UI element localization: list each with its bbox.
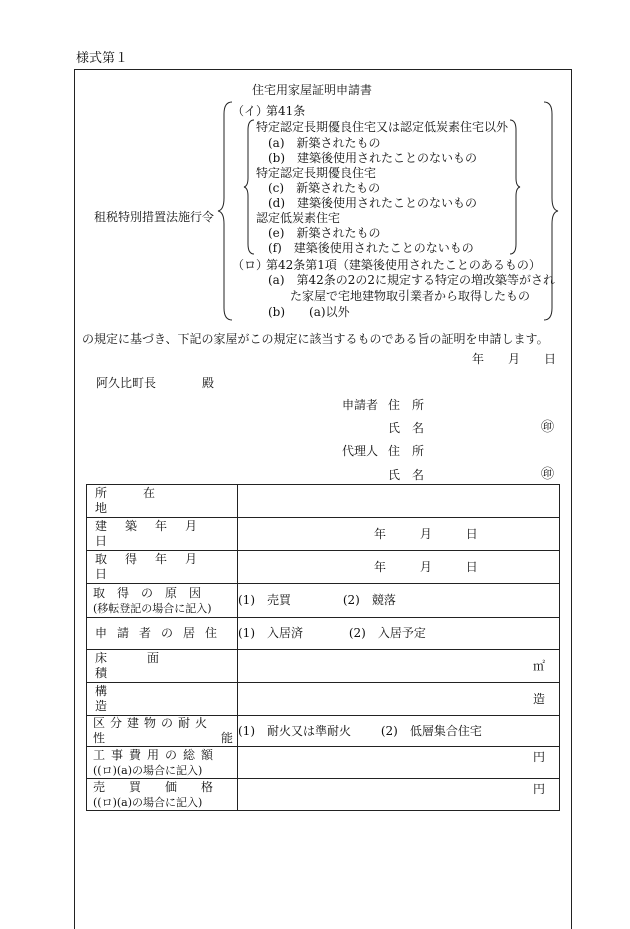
fireproof-options[interactable]	[238, 716, 560, 747]
acquired-date-field[interactable]	[238, 551, 560, 584]
construction-cost-note: ((ロ)(a)の場合に記入)	[93, 763, 203, 777]
acquisition-option-purchase[interactable]: (1) 売買	[238, 593, 291, 607]
floor-area-label-text: 床面積	[95, 651, 200, 680]
residence-option-moved-in[interactable]: (1) 入居済	[238, 626, 303, 640]
form-number: 様式第１	[76, 51, 129, 66]
construction-cost-field[interactable]	[238, 747, 560, 779]
table-row	[87, 485, 560, 518]
built-day-label: 日	[465, 526, 478, 541]
clause-d: (d) 建築後使用されたことのないもの	[268, 196, 478, 210]
table-row	[87, 683, 560, 716]
application-statement: の規定に基づき、下記の家屋がこの規定に該当するものである旨の証明を申請します。	[82, 332, 549, 346]
law-name: 租税特別措置法施行令	[94, 210, 215, 224]
fireproof-option-low-rise[interactable]: (2) 低層集合住宅	[380, 723, 482, 738]
acquired-day-label: 日	[465, 559, 478, 574]
built-date-label	[87, 518, 238, 551]
construction-cost-label	[87, 747, 238, 779]
sale-price-field[interactable]	[238, 779, 560, 811]
applicant-name-label: 氏 名	[388, 421, 425, 435]
addressee-honorific: 殿	[202, 376, 215, 390]
agent-role: 代理人	[342, 444, 379, 458]
acquired-year-label: 年	[374, 559, 387, 574]
table-row	[87, 716, 560, 747]
location-label	[87, 485, 238, 518]
date-year-label: 年	[472, 352, 485, 366]
built-date-label-text: 建築年月日	[95, 519, 216, 548]
sale-price-note: ((ロ)(a)の場合に記入)	[93, 795, 203, 809]
floor-area-unit: ㎡	[532, 658, 545, 673]
inner-right-brace	[508, 118, 522, 256]
fireproof-label	[87, 716, 238, 747]
outer-left-brace	[216, 100, 236, 322]
clause-ro-b: (b) (a)以外	[268, 305, 350, 319]
acquisition-cause-options[interactable]	[238, 584, 560, 618]
acquisition-option-auction[interactable]: (2) 競落	[342, 593, 396, 607]
residence-option-planned[interactable]: (2) 入居予定	[348, 626, 426, 640]
sale-price-label	[87, 779, 238, 811]
structure-label	[87, 683, 238, 716]
location-field[interactable]	[238, 485, 560, 518]
applicant-address-label: 住 所	[388, 398, 425, 412]
date-month-label: 月	[508, 352, 521, 366]
clause-c: (c) 新築されたもの	[268, 181, 381, 195]
fireproof-label-line2a: 性	[93, 731, 106, 745]
outer-right-brace	[540, 100, 560, 322]
table-row	[87, 779, 560, 811]
fireproof-label-line2b: 能	[220, 731, 233, 745]
acquisition-cause-note: (移転登記の場合に記入)	[93, 601, 212, 615]
floor-area-label	[87, 650, 238, 683]
built-month-label: 月	[419, 526, 432, 541]
agent-seal: ㊞	[541, 467, 555, 482]
clause-a: (a) 新築されたもの	[268, 136, 381, 150]
acquisition-cause-label	[87, 584, 238, 618]
table-row	[87, 584, 560, 618]
clause-ro-a-line1: (a) 第42条の2の2に規定する特定の増改築等がされ	[268, 273, 556, 287]
clause-e: (e) 新築されたもの	[268, 226, 381, 240]
residence-label	[87, 618, 238, 650]
clause-i-article: 第41条	[266, 104, 306, 118]
property-table	[86, 484, 560, 811]
clause-ro-label: （ロ）	[232, 258, 269, 272]
clause-i-label: （イ）	[232, 104, 269, 118]
clause-b: (b) 建築後使用されたことのないもの	[268, 151, 478, 165]
sale-price-unit: 円	[532, 782, 545, 796]
construction-cost-label-text: 工事費用の総額	[93, 747, 220, 762]
acquisition-cause-label-text: 取得の原因	[93, 585, 214, 600]
fireproof-option-fire-resistant[interactable]: (1) 耐火又は準耐火	[238, 723, 351, 738]
built-year-label: 年	[374, 526, 387, 541]
table-row	[87, 747, 560, 779]
inner-left-brace	[242, 118, 256, 256]
clause-group2: 特定認定長期優良住宅	[256, 166, 377, 180]
structure-unit: 造	[532, 691, 545, 706]
sale-price-label-text: 売買価格	[93, 779, 238, 794]
table-row	[87, 551, 560, 584]
location-label-text: 所在地	[95, 486, 192, 515]
agent-name-label: 氏 名	[388, 468, 425, 482]
table-row	[87, 618, 560, 650]
acquired-date-label	[87, 551, 238, 584]
table-row	[87, 518, 560, 551]
clause-f: (f) 建築後使用されたことのないもの	[268, 241, 474, 255]
agent-address-label: 住 所	[388, 444, 425, 458]
clause-ro-article: 第42条第1項（建築後使用されたことのあるもの）	[266, 258, 541, 272]
structure-label-text: 構造	[95, 684, 204, 713]
residence-options[interactable]	[238, 618, 560, 650]
structure-field[interactable]	[238, 683, 560, 716]
clause-group1: 特定認定長期優良住宅又は認定低炭素住宅以外	[256, 120, 509, 134]
clause-group3: 認定低炭素住宅	[256, 211, 341, 225]
addressee-mayor: 阿久比町長	[96, 376, 157, 390]
date-day-label: 日	[544, 352, 557, 366]
floor-area-field[interactable]	[238, 650, 560, 683]
acquired-date-label-text: 取得年月日	[95, 552, 216, 581]
form-title: 住宅用家屋証明申請書	[252, 83, 373, 97]
acquired-month-label: 月	[419, 559, 432, 574]
built-date-field[interactable]	[238, 518, 560, 551]
clause-ro-a-line2: た家屋で宅地建物取引業者から取得したもの	[290, 289, 531, 303]
residence-label-text: 申請者の居住	[95, 626, 228, 640]
construction-cost-unit: 円	[532, 750, 545, 764]
applicant-role: 申請者	[342, 398, 379, 412]
applicant-seal: ㊞	[541, 420, 555, 435]
fireproof-label-line1: 区分建物の耐火	[93, 716, 213, 730]
table-row	[87, 650, 560, 683]
